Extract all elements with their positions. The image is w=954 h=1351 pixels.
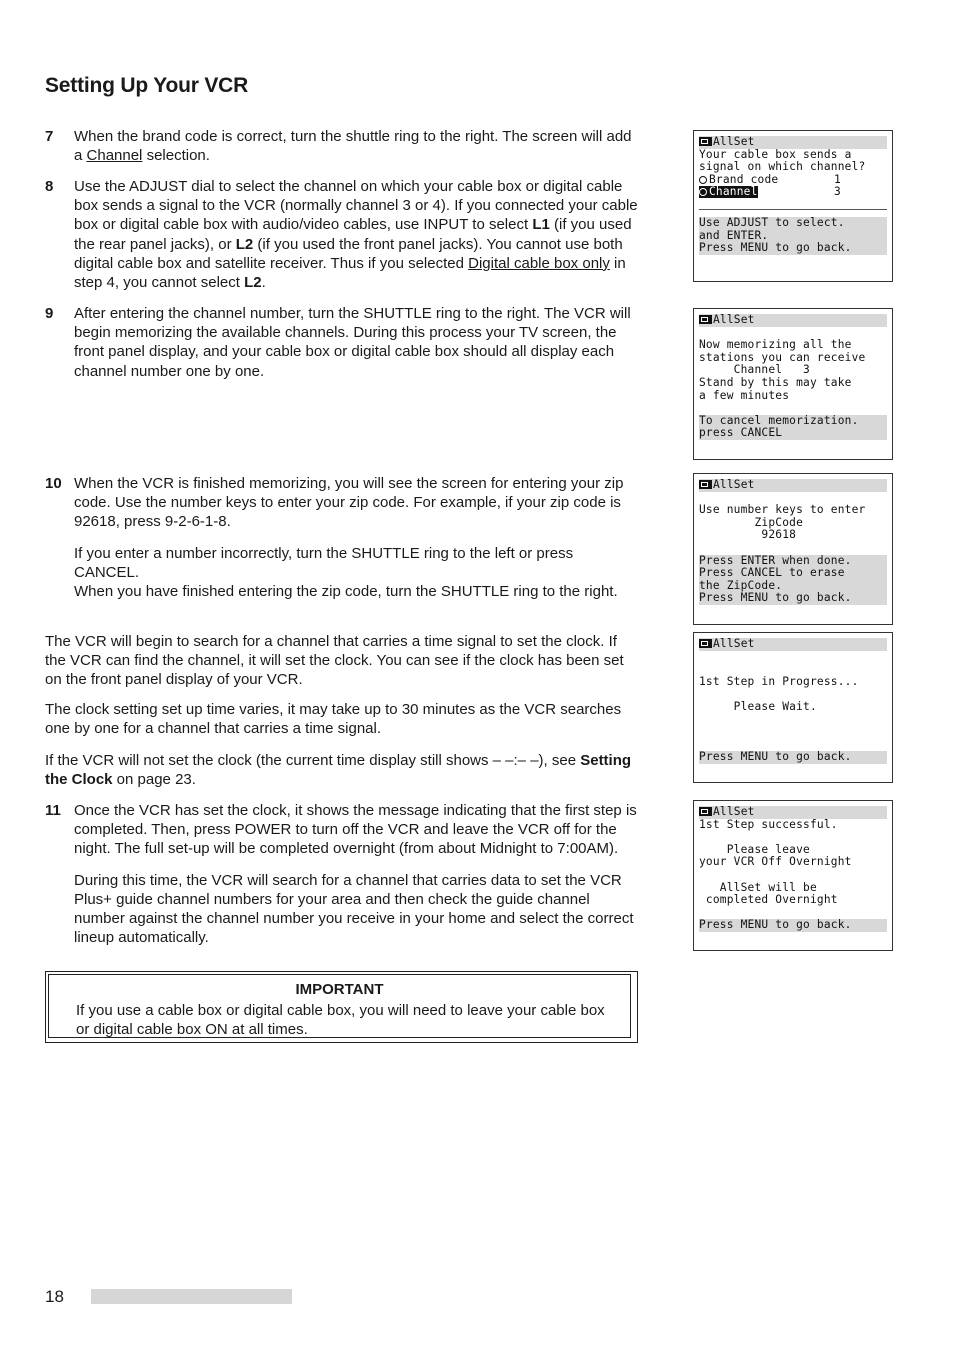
osd-footer: press CANCEL	[699, 427, 783, 440]
osd-footer: the ZipCode.	[699, 579, 783, 592]
osd-screen-memorizing	[693, 308, 893, 460]
osd-title: AllSet	[713, 638, 755, 650]
step-number: 11	[45, 802, 61, 819]
osd-line: Please leave	[699, 843, 810, 856]
allset-icon	[699, 480, 712, 489]
osd-line: Please Wait.	[699, 700, 817, 713]
step-text: During this time, the VCR will search for a channel that carries data to set the VCR Plus+ guide channel numbers for your area and then check the guide channel number against the channel number you receive in your home and select the correct lineup automatically.	[74, 871, 634, 947]
osd-line: Use number keys to enter	[699, 504, 866, 517]
osd-line: signal on which channel?	[699, 161, 866, 174]
osd-line: Stand by this may take	[699, 376, 852, 389]
osd-footer: Press MENU to go back.	[699, 919, 887, 932]
osd-zipcode-value: 92618	[699, 529, 797, 542]
allset-icon	[699, 807, 712, 816]
osd-title: AllSet	[713, 314, 755, 326]
page-number: 18	[45, 1287, 64, 1306]
step-number: 10	[45, 475, 62, 492]
paragraph: The VCR will begin to search for a channel that carries a time signal to set the clock. If the VCR can find the channel, it will set the clock. You can see if the clock has been set on the front panel display of your VCR.	[45, 633, 624, 689]
important-text: If you use a cable box or digital cable box, you will need to leave your cable box or digital cable box ON at all times.	[76, 1002, 605, 1039]
osd-line: ZipCode	[699, 516, 804, 529]
step-text: When the VCR is finished memorizing, you will see the screen for entering your zip code. Use the number keys to enter your zip code. For example, if your zip code is 92618, press 9-2-6-1-8.	[74, 475, 624, 531]
osd-menu-item-brand-code: Brand code 1	[699, 174, 887, 187]
osd-line: your VCR Off Overnight	[699, 856, 852, 869]
page-title: Setting Up Your VCR	[45, 74, 249, 97]
step-9	[45, 304, 640, 381]
osd-line: stations you can receive	[699, 351, 866, 364]
important-box	[45, 971, 638, 1043]
step-11	[45, 801, 640, 947]
osd-title: AllSet	[713, 136, 755, 148]
step-10	[45, 474, 640, 601]
step-number: 9	[45, 305, 54, 322]
step-7	[45, 127, 640, 165]
osd-screen-successful	[693, 800, 893, 951]
osd-footer: Press ENTER when done.	[699, 554, 852, 567]
osd-screen-zipcode	[693, 473, 893, 625]
osd-line: Now memorizing all the	[699, 339, 852, 352]
paragraph: The clock setting set up time varies, it may take up to 30 minutes as the VCR searches one by one for a channel that carries a time signal.	[45, 701, 622, 738]
step-text: When you have finished entering the zip code, turn the SHUTTLE ring to the right.	[74, 583, 618, 601]
osd-line: Channel 3	[699, 364, 810, 377]
allset-icon	[699, 315, 712, 324]
step-text: If you enter a number incorrectly, turn the SHUTTLE ring to the left or press CANCEL.	[74, 544, 574, 581]
digital-cable-box-term: Digital cable box only	[468, 254, 610, 272]
paragraph: If the VCR will not set the clock (the current time display still shows – –:– –), see Setting the Clock on page 23.	[45, 752, 632, 789]
important-heading: IMPORTANT	[295, 981, 384, 998]
step-text: After entering the channel number, turn the SHUTTLE ring to the right. The VCR will begin memorizing the available channels. During this process your TV screen, the front panel display, and your cable box or digital cable box should all display each channel number one by one.	[74, 305, 631, 380]
osd-footer: Press MENU to go back.	[699, 242, 852, 255]
osd-footer: and ENTER.	[699, 229, 769, 242]
channel-term: Channel	[86, 147, 143, 165]
osd-title: AllSet	[713, 806, 755, 818]
osd-menu-item-channel: Channel 3	[699, 186, 887, 199]
step-text: Use the ADJUST dial to select the channel on which your cable box or digital cable box sends a signal to the VCR (normally channel 3 or 4). If you connected your cable box or digital cable box with audio/video cables, use INPUT to select L1 (if you used the rear panel jacks), or L2 (if you used the front panel jacks). You cannot use both digital cable box and satellite receiver. Thus if you selected Digital cable box only in step 4, you cannot select L2.	[74, 178, 638, 292]
osd-line: AllSet will be	[699, 881, 817, 894]
osd-line: 1st Step in Progress...	[699, 675, 859, 688]
step-number: 8	[45, 178, 54, 195]
bullet-icon	[699, 176, 707, 184]
allset-icon	[699, 137, 712, 146]
osd-screen-channel	[693, 130, 893, 282]
osd-line: completed Overnight	[699, 894, 838, 907]
osd-line: 1st Step successful.	[699, 818, 838, 831]
step-text: When the brand code is correct, turn the shuttle ring to the right. The screen will add a Channel selection.	[74, 128, 632, 165]
osd-footer: Press CANCEL to erase	[699, 567, 845, 580]
osd-footer: Press MENU to go back.	[699, 751, 887, 764]
allset-icon	[699, 639, 712, 648]
step-8	[45, 177, 640, 292]
osd-title: AllSet	[713, 479, 755, 491]
osd-line: Your cable box sends a	[699, 148, 852, 161]
osd-footer: Use ADJUST to select.	[699, 216, 845, 229]
osd-footer: To cancel memorization.	[699, 414, 859, 427]
osd-line: a few minutes	[699, 389, 790, 402]
bullet-icon	[699, 188, 707, 196]
step-text: Once the VCR has set the clock, it shows the message indicating that the first step is completed. Then, press POWER to turn off the VCR and leave the VCR off for the night. The full set-up will be completed overnight (from about Midnight to 7:00AM).	[74, 802, 637, 858]
step-number: 7	[45, 128, 54, 145]
osd-footer: Press MENU to go back.	[699, 592, 852, 605]
osd-screen-progress	[693, 632, 893, 783]
footer-bar	[91, 1289, 292, 1304]
